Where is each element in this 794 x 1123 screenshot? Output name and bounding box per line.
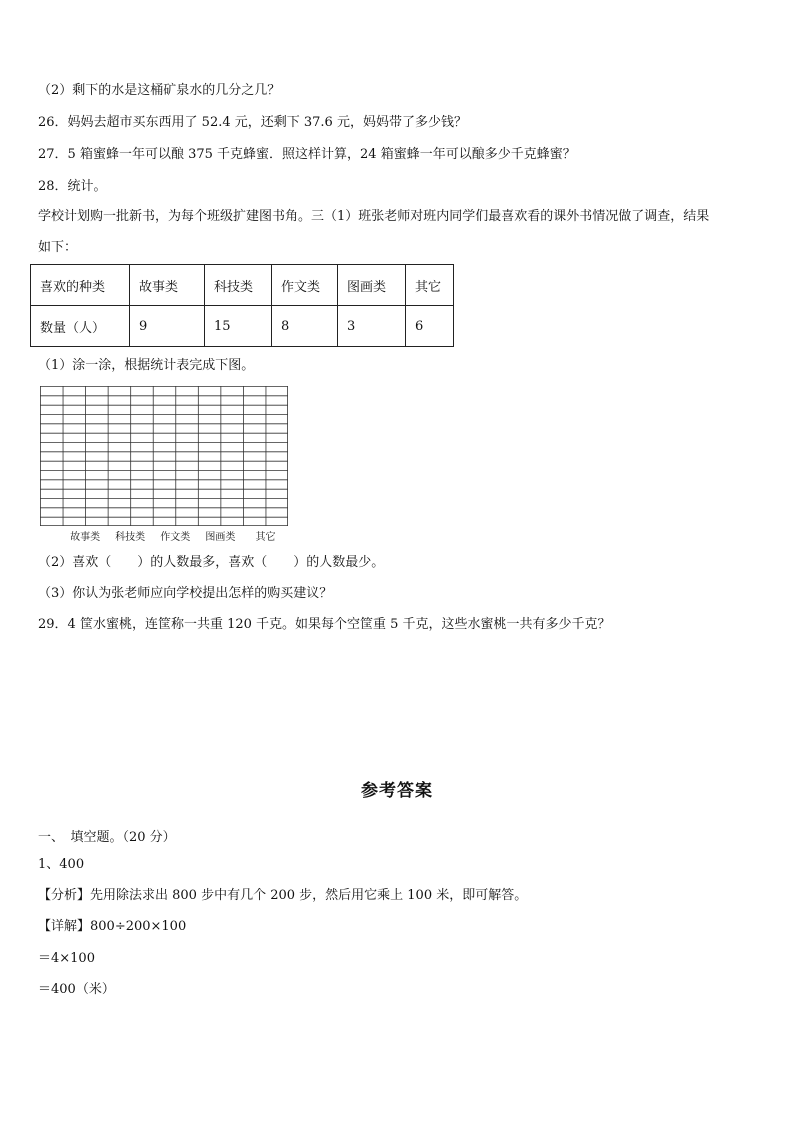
question-28-intro: 学校计划购一批新书，为每个班级扩建图书角。三（1）班张老师对班内同学们最喜欢看的课外书情况做了调查，结果 xyxy=(38,209,710,224)
chart-category-label: 其它 xyxy=(255,532,276,543)
chart-grid-svg xyxy=(40,386,288,526)
table-cell: 6 xyxy=(406,306,454,347)
blank-bar-chart-grid xyxy=(40,386,288,526)
chart-category-label: 科技类 xyxy=(115,532,146,543)
chart-category-label: 故事类 xyxy=(70,532,101,543)
statistics-table xyxy=(30,264,454,347)
table-cell: 9 xyxy=(130,306,205,347)
question-28-part2: （2）喜欢（ ）的人数最多，喜欢（ ）的人数最少。 xyxy=(38,555,385,570)
answer-1-step1: ＝4×100 xyxy=(38,951,95,966)
table-data-row xyxy=(31,306,454,347)
question-26: 26．妈妈去超市买东西用了 52.4 元，还剩下 37.6 元，妈妈带了多少钱？ xyxy=(38,115,467,130)
answers-section-title: 一、 填空题。（20 分） xyxy=(38,830,176,845)
answer-1-analysis: 【分析】先用除法求出 800 步中有几个 200 步，然后用它乘上 100 米，即可解答。 xyxy=(38,888,528,903)
table-cell: 图画类 xyxy=(338,265,406,306)
chart-category-label: 作文类 xyxy=(160,532,191,543)
question-28-title: 28．统计。 xyxy=(38,179,107,194)
table-cell: 作文类 xyxy=(272,265,338,306)
answers-heading: 参考答案 xyxy=(361,781,433,801)
question-28-intro-cont: 如下： xyxy=(38,240,78,255)
question-28-part1: （1）涂一涂，根据统计表完成下图。 xyxy=(38,358,255,373)
table-cell: 15 xyxy=(205,306,272,347)
chart-category-label: 图画类 xyxy=(205,532,236,543)
answer-1: 1、400 xyxy=(38,857,85,872)
table-cell: 其它 xyxy=(406,265,454,306)
table-cell: 故事类 xyxy=(130,265,205,306)
table-cell: 数量（人） xyxy=(31,306,130,347)
table-cell: 8 xyxy=(272,306,338,347)
answer-1-detail: 【详解】800÷200×100 xyxy=(38,919,187,934)
table-header-row xyxy=(31,265,454,306)
table-cell: 喜欢的种类 xyxy=(31,265,130,306)
chart-category-labels xyxy=(40,528,288,542)
question-25-part2: （2）剩下的水是这桶矿泉水的几分之几？ xyxy=(38,83,281,98)
table-cell: 科技类 xyxy=(205,265,272,306)
question-29: 29．4 筐水蜜桃，连筐称一共重 120 千克。如果每个空筐重 5 千克，这些水蜜桃一共有多少千克？ xyxy=(38,617,611,632)
answer-1-step2: ＝400（米） xyxy=(38,982,115,997)
question-27: 27．5 箱蜜蜂一年可以酿 375 千克蜂蜜．照这样计算，24 箱蜜蜂一年可以酿多少千克蜂蜜？ xyxy=(38,147,576,162)
table-cell: 3 xyxy=(338,306,406,347)
question-28-part3: （3）你认为张老师应向学校提出怎样的购买建议？ xyxy=(38,586,333,601)
